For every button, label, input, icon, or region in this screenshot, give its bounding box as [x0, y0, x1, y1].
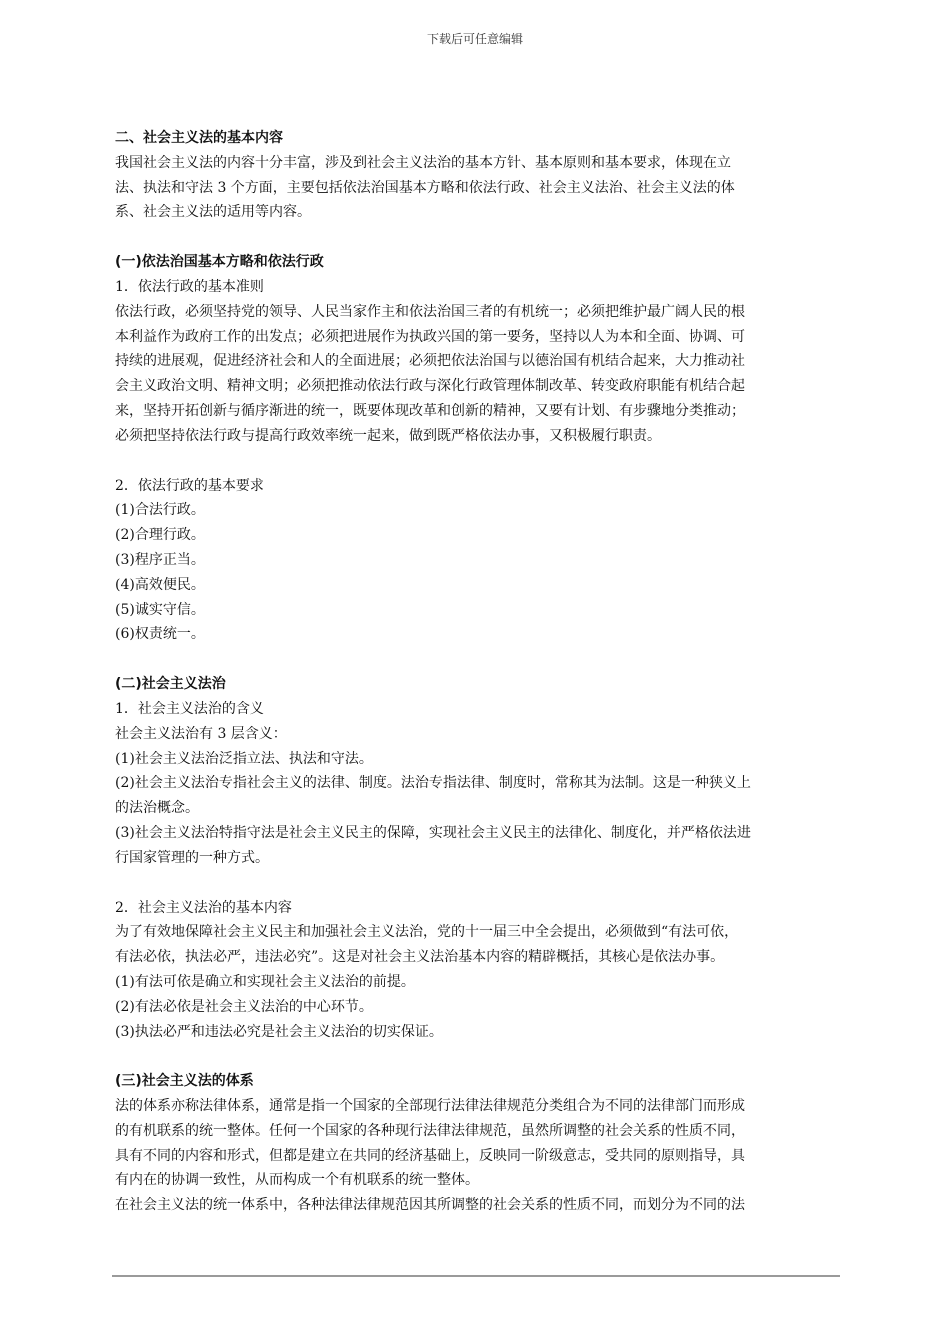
text-line: (2)社会主义法治专指社会主义的法律、制度。法治专指法律、制度时，常称其为法制。这是一种狭义上	[115, 775, 751, 792]
text-line: 依法行政，必须坚持党的领导、人民当家作主和依法治国三者的有机统一；必须把维护最广阔人民的根	[115, 303, 745, 320]
text-line: 系、社会主义法的适用等内容。	[115, 204, 311, 221]
text-line: (3)执法必严和违法必究是社会主义法治的切实保证。	[115, 1023, 443, 1040]
section-heading: (一)依法治国基本方略和依法行政	[115, 254, 324, 271]
text-line: (3)程序正当。	[115, 551, 205, 568]
text-line: 法的体系亦称法律体系，通常是指一个国家的全部现行法律法律规范分类组合为不同的法律部门而形成	[115, 1098, 745, 1115]
paragraph-gap	[115, 449, 840, 474]
text-line: 必须把坚持依法行政与提高行政效率统一起来，做到既严格依法办事，又积极履行职责。	[115, 427, 661, 444]
text-line: 2．社会主义法治的基本内容	[115, 899, 292, 916]
text-line: (5)诚实守信。	[115, 601, 205, 618]
text-line: 行国家管理的一种方式。	[115, 849, 269, 866]
text-line: 会主义政治文明、精神文明；必须把推动依法行政与深化行政管理体制改革、转变政府职能有机结合起	[115, 378, 745, 395]
text-line: 有内在的协调一致性，从而构成一个有机联系的统一整体。	[115, 1172, 479, 1189]
text-line: 1．社会主义法治的含义	[115, 700, 264, 717]
paragraph-gap	[115, 647, 840, 672]
section-heading: (二)社会主义法治	[115, 676, 226, 693]
text-line: (1)合法行政。	[115, 502, 205, 519]
footer-divider	[112, 1275, 840, 1277]
text-line: (2)合理行政。	[115, 527, 205, 544]
text-line: 持续的进展观，促进经济社会和人的全面进展；必须把依法治国与以德治国有机结合起来，大力推动社	[115, 353, 745, 370]
text-line: 为了有效地保障社会主义民主和加强社会主义法治，党的十一届三中全会提出，必须做到“有法可依，	[115, 924, 739, 941]
text-line: 本利益作为政府工作的出发点；必须把进展作为执政兴国的第一要务，坚持以人为本和全面、协调、可	[115, 328, 745, 345]
text-line: 在社会主义法的统一体系中，各种法律法律规范因其所调整的社会关系的性质不同，而划分为不同的法	[115, 1197, 745, 1214]
text-line: (1)社会主义法治泛指立法、执法和守法。	[115, 750, 373, 767]
text-line: (4)高效便民。	[115, 576, 205, 593]
text-line: 社会主义法治有 3 层含义：	[115, 725, 287, 742]
text-line: (6)权责统一。	[115, 626, 205, 643]
page-header: 下载后可任意编辑	[426, 32, 523, 46]
text-line: (1)有法可依是确立和实现社会主义法治的前提。	[115, 973, 415, 990]
paragraph-gap	[115, 871, 840, 896]
text-line: 来，坚持开拓创新与循序渐进的统一，既要体现改革和创新的精神，又要有计划、有步骤地分类推动；	[115, 402, 745, 419]
text-line: (3)社会主义法治特指守法是社会主义民主的保障，实现社会主义民主的法律化、制度化，并严格依法进	[115, 824, 751, 841]
text-line: 的有机联系的统一整体。任何一个国家的各种现行法律法律规范，虽然所调整的社会关系的性质不同，	[115, 1122, 745, 1139]
section-heading: 二、社会主义法的基本内容	[115, 130, 283, 146]
text-line: (2)有法必依是社会主义法治的中心环节。	[115, 998, 373, 1015]
section-heading: (三)社会主义法的体系	[115, 1073, 254, 1090]
paragraph-gap	[115, 1044, 840, 1069]
text-line: 的法治概念。	[115, 800, 199, 817]
text-line: 我国社会主义法的内容十分丰富，涉及到社会主义法治的基本方针、基本原则和基本要求，体现在立	[115, 154, 731, 171]
text-line: 2．依法行政的基本要求	[115, 477, 264, 494]
text-line: 法、执法和守法 3 个方面，主要包括依法治国基本方略和依法行政、社会主义法治、社会主义法的体	[115, 179, 735, 196]
paragraph-gap	[115, 225, 840, 250]
text-line: 具有不同的内容和形式，但都是建立在共同的经济基础上，反映同一阶级意志，受共同的原则指导，具	[115, 1147, 745, 1164]
document-body	[115, 126, 840, 1218]
text-line: 有法必依，执法必严，违法必究”。这是对社会主义法治基本内容的精辟概括，其核心是依法办事。	[115, 949, 725, 966]
text-line: 1．依法行政的基本准则	[115, 278, 264, 295]
